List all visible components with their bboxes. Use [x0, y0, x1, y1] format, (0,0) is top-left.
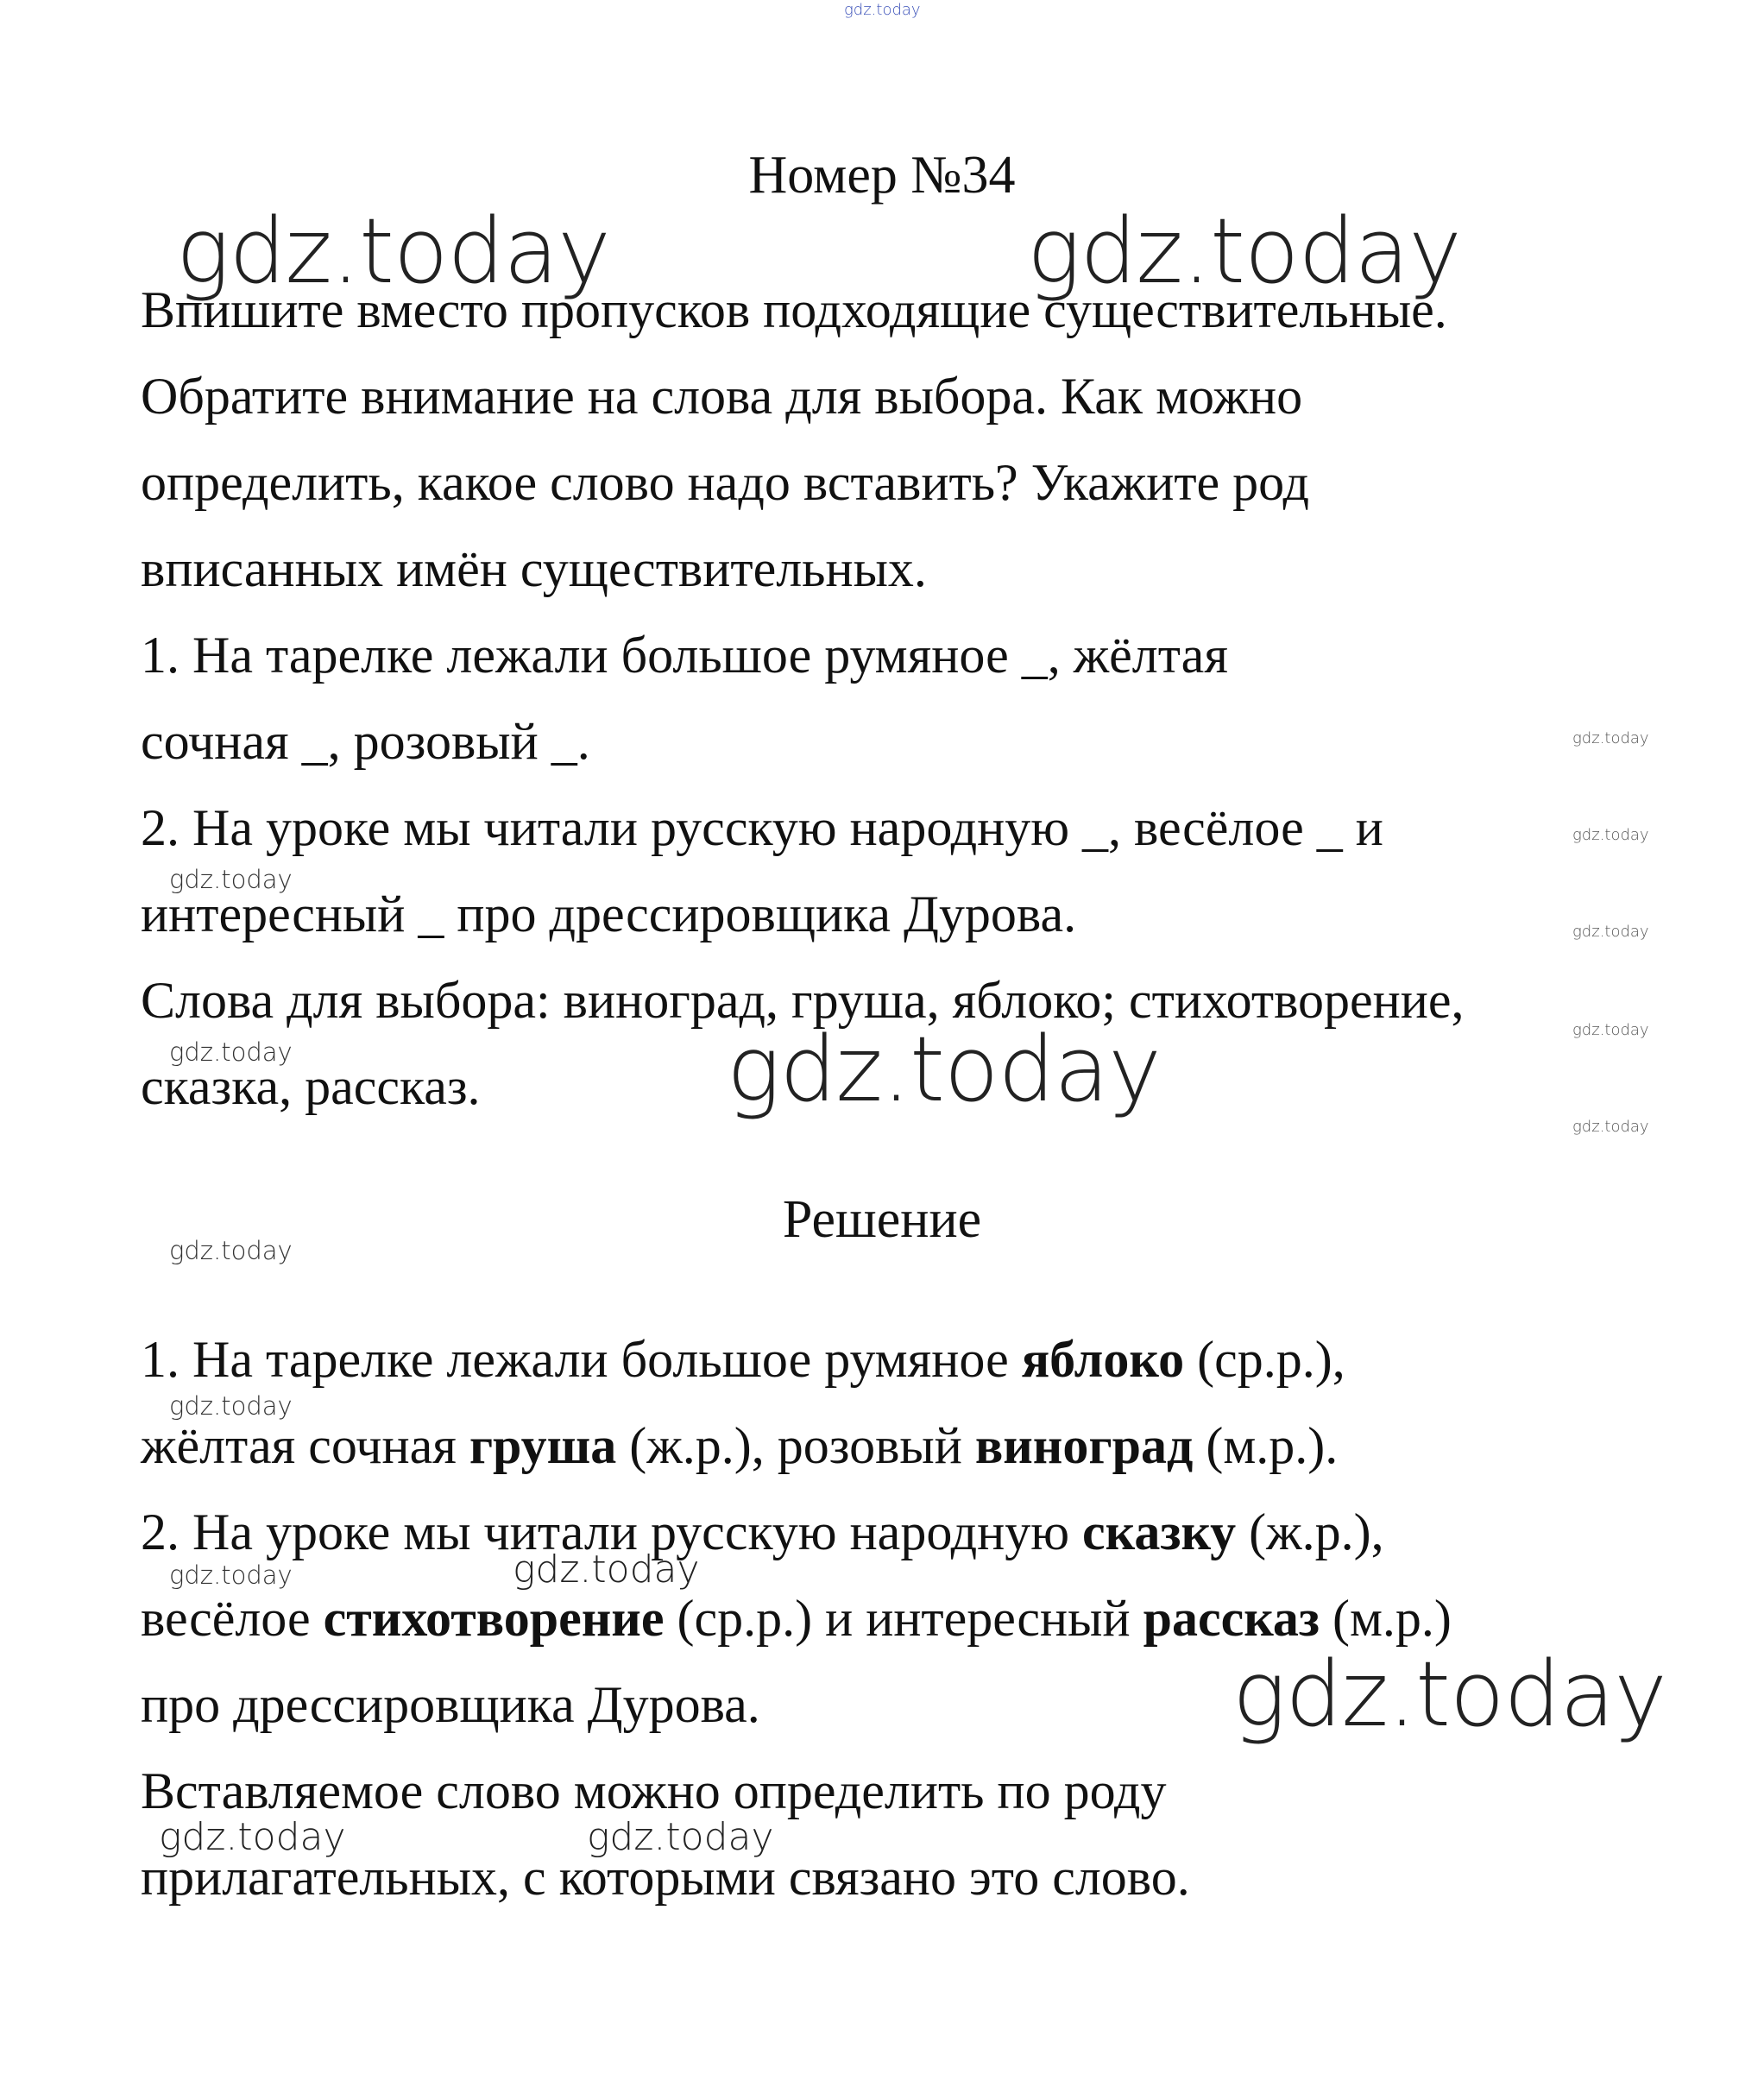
solution-line-2 [141, 1415, 1338, 1476]
solution-line-3 [141, 1502, 1384, 1562]
watermark-sm-4: gdz.today [169, 1391, 293, 1421]
task-line-3: определить, какое слово надо вставить? Укажите род [141, 454, 1309, 511]
task-line-4: вписанных имён существительных. [141, 540, 927, 597]
answer-word-rasskaz: рассказ [1143, 1590, 1320, 1647]
solution-line-2-gender: (м.р.). [1193, 1417, 1339, 1474]
solution-line-1-gender: (ср.р.), [1184, 1331, 1345, 1388]
watermark-xs-1: gdz.today [1572, 729, 1649, 747]
watermark-large-2: gdz.today [1027, 199, 1461, 304]
task-line-2: Обратите внимание на слова для выбора. Как можно [141, 368, 1303, 425]
task-line-7: 2. На уроке мы читали русскую народную _, весёлое _ и [141, 799, 1383, 856]
solution-line-2-text: жёлтая сочная [141, 1417, 469, 1474]
solution-line-3-text: 2. На уроке мы читали русскую народную [141, 1503, 1083, 1560]
watermark-xs-3: gdz.today [1572, 923, 1649, 941]
watermark-xs-5: gdz.today [1572, 1118, 1649, 1136]
solution-line-4-text: весёлое [141, 1590, 324, 1647]
solution-line-4-gender: (м.р.) [1319, 1590, 1452, 1647]
watermark-sm-2: gdz.today [169, 1037, 293, 1067]
task-line-8: интересный _ про дрессировщика Дурова. [141, 886, 1077, 942]
answer-word-yabloko: яблоко [1021, 1331, 1185, 1388]
solution-line-1-text: 1. На тарелке лежали большое румяное [141, 1331, 1022, 1388]
watermark-large-3: gdz.today [727, 1017, 1161, 1122]
solution-line-7: прилагательных, с которыми связано это слово. [141, 1849, 1190, 1906]
answer-word-skazku: сказку [1082, 1503, 1237, 1560]
answer-word-grusha: груша [469, 1417, 617, 1474]
task-line-10: сказка, рассказ. [141, 1058, 481, 1115]
solution-line-5: про дрессировщика Дурова. [141, 1676, 760, 1733]
page-title: Номер №34 [748, 146, 1016, 205]
solution-line-4-text-2: (ср.р.) и интересный [664, 1590, 1143, 1647]
watermark-xs-4: gdz.today [1572, 1021, 1649, 1039]
solution-line-6: Вставляемое слово можно определить по роду [141, 1762, 1167, 1819]
watermark-sm-3: gdz.today [169, 1236, 293, 1265]
solution-line-4 [141, 1588, 1452, 1648]
watermark-sm-5: gdz.today [169, 1560, 293, 1590]
solution-line-2-text-2: (ж.р.), розовый [616, 1417, 975, 1474]
answer-word-stikhotvorenie: стихотворение [323, 1590, 665, 1647]
watermark-large-1: gdz.today [176, 199, 610, 304]
watermark-md-2: gdz.today [159, 1815, 346, 1859]
task-line-6: сочная _, розовый _. [141, 713, 590, 770]
answer-word-vinograd: виноград [974, 1417, 1194, 1474]
watermark-sm-1: gdz.today [169, 865, 293, 894]
watermark-top: gdz.today [844, 1, 921, 19]
solution-line-1 [141, 1329, 1345, 1390]
task-line-5: 1. На тарелке лежали большое румяное _, жёлтая [141, 627, 1228, 684]
watermark-md-3: gdz.today [587, 1815, 774, 1859]
task-line-9: Слова для выбора: виноград, груша, яблоко; стихотворение, [141, 972, 1465, 1029]
watermark-xs-2: gdz.today [1572, 826, 1649, 844]
watermark-md-1: gdz.today [513, 1548, 700, 1592]
task-line-1: Впишите вместо пропусков подходящие существительные. [141, 281, 1447, 338]
solution-heading: Решение [782, 1190, 982, 1249]
watermark-large-4: gdz.today [1232, 1642, 1666, 1747]
solution-line-3-gender: (ж.р.), [1236, 1503, 1384, 1560]
